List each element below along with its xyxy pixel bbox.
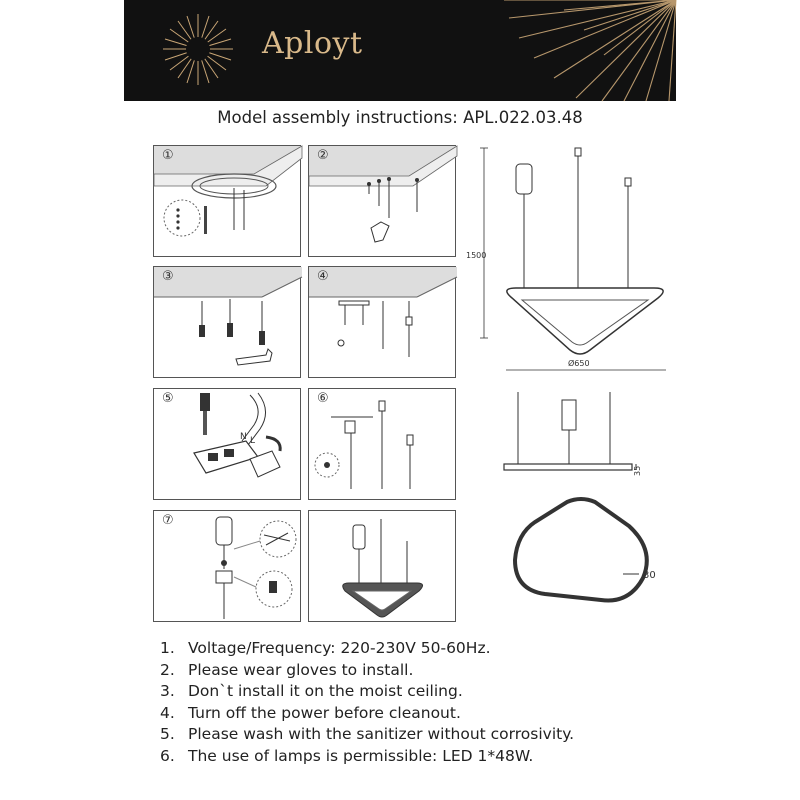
- svg-text:N: N: [240, 432, 247, 442]
- step-number: ②: [317, 148, 329, 163]
- mounting-bar-icon: [309, 267, 457, 379]
- drill-anchor-icon: [309, 146, 457, 258]
- list-item: [160, 746, 574, 768]
- step-number: ③: [162, 269, 174, 284]
- cable-adjust-icon: [154, 511, 302, 623]
- diameter-dimension-label: Ø650: [568, 359, 590, 368]
- note-text: Please wear gloves to install.: [188, 660, 414, 679]
- step-4-panel: [308, 266, 456, 378]
- safety-notes-list: [160, 638, 574, 767]
- note-number: 6.: [160, 746, 175, 765]
- terminal-wiring-icon: [154, 389, 302, 501]
- height-dimension-label: 1500: [466, 251, 487, 260]
- svg-text:L: L: [250, 436, 256, 446]
- step-2-panel: [308, 145, 456, 257]
- list-item: [160, 724, 574, 746]
- list-item: [160, 660, 574, 682]
- ceiling-ring-marking-icon: [154, 146, 302, 258]
- anchor-screw-icon: [154, 267, 302, 379]
- step-3-panel: [153, 266, 301, 378]
- assembled-lamp-icon: [309, 511, 457, 623]
- pendant-side-view-icon: [498, 392, 648, 482]
- step-number: ⑦: [162, 513, 174, 528]
- list-item: [160, 681, 574, 703]
- profile-dimension-label: 30: [643, 570, 656, 581]
- step-1-panel: [153, 145, 301, 257]
- note-number: 1.: [160, 639, 175, 657]
- note-text: Don`t install it on the moist ceiling.: [188, 682, 463, 700]
- pendant-front-view-icon: [466, 138, 670, 378]
- step-7-panel: [153, 510, 301, 622]
- step-5-panel: [153, 388, 301, 500]
- step-number: ①: [162, 148, 174, 163]
- step-8-panel: [308, 510, 456, 622]
- thickness-dimension-label: 35: [633, 465, 642, 476]
- page-title: Model assembly instructions: APL.022.03.48: [217, 108, 583, 127]
- canopy-attach-icon: [309, 389, 457, 501]
- note-text: Please wash with the sanitizer without corrosivity.: [188, 725, 575, 743]
- step-6-panel: [308, 388, 456, 500]
- list-item: [160, 703, 574, 725]
- pendant-top-view-icon: [505, 496, 665, 616]
- note-number: 3.: [160, 682, 175, 700]
- note-number: 4.: [160, 703, 175, 722]
- note-number: 5.: [160, 725, 175, 743]
- brand-banner: [124, 0, 676, 101]
- brand-name: Aployt: [262, 26, 363, 61]
- step-number: ④: [317, 269, 329, 284]
- note-text: Voltage/Frequency: 220-230V 50-60Hz.: [188, 639, 491, 657]
- note-text: Turn off the power before cleanout.: [188, 703, 461, 722]
- step-number: ⑥: [317, 391, 329, 406]
- step-number: ⑤: [162, 391, 174, 406]
- note-text: The use of lamps is permissible: LED 1*48W.: [188, 746, 534, 765]
- note-number: 2.: [160, 660, 175, 679]
- list-item: [160, 638, 574, 660]
- sunburst-logo-icon: [124, 0, 676, 101]
